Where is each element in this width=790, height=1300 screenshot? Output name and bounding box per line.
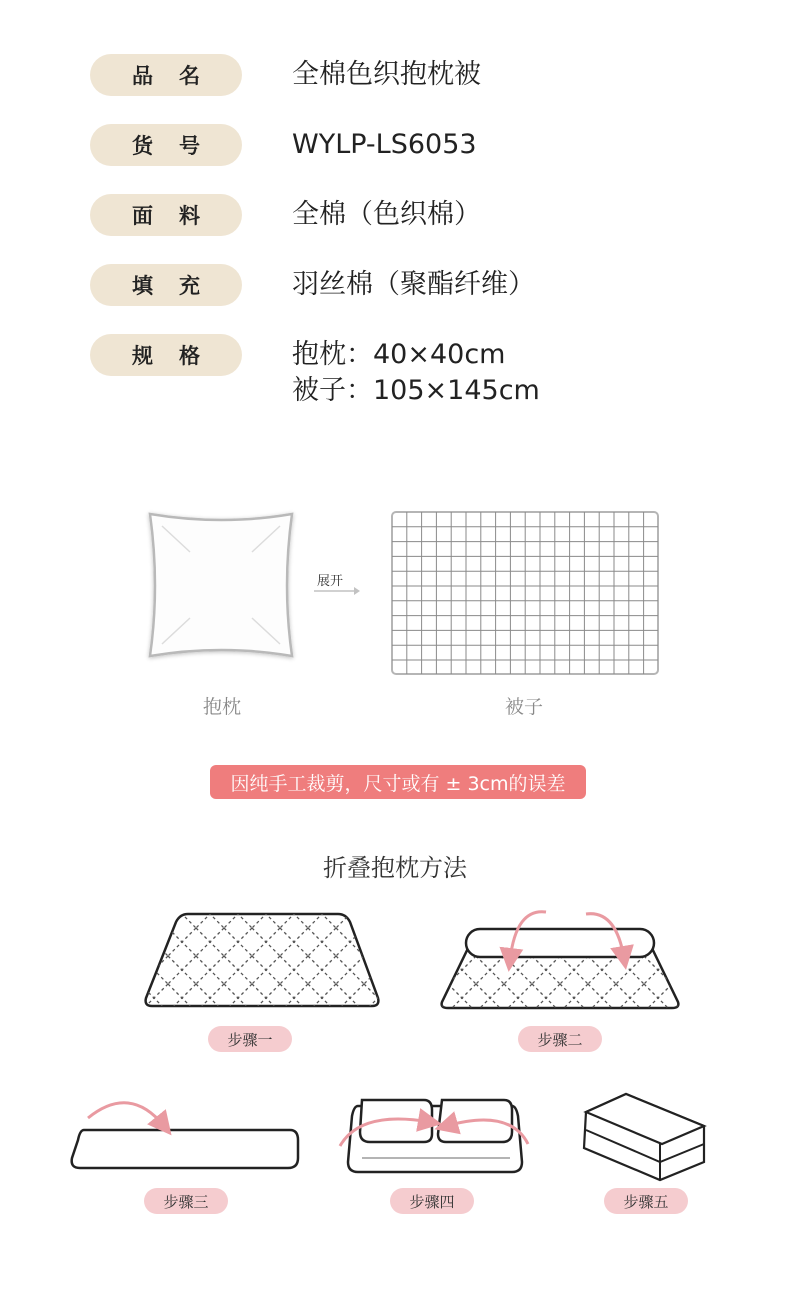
spec-value-line: 羽丝棉（聚酯纤维） [292, 269, 535, 300]
spec-row-filling [90, 264, 535, 306]
step-1-icon [146, 914, 379, 1006]
spec-row-size [90, 334, 540, 409]
spec-value-line: 全棉（色织棉） [292, 199, 481, 230]
step-badge-4: 步骤四 [390, 1188, 474, 1214]
spec-label-sku: 货号 [90, 124, 242, 166]
spec-label-filling: 填充 [90, 264, 242, 306]
spec-row-sku [90, 124, 477, 166]
spec-label-fabric: 面料 [90, 194, 242, 236]
size-tolerance-notice: 因纯手工裁剪，尺寸或有 ± 3cm的误差 [210, 765, 586, 799]
step-badge-5: 步骤五 [604, 1188, 688, 1214]
spec-row-name [90, 54, 481, 96]
quilt-icon [392, 512, 658, 674]
spec-row-fabric [90, 194, 481, 236]
spec-value-name [292, 54, 481, 93]
spec-value-line: WYLP-LS6053 [292, 129, 477, 160]
step-5-icon [584, 1094, 704, 1180]
spec-label-name: 品名 [90, 54, 242, 96]
pillow-icon [150, 514, 292, 656]
spec-value-size [292, 334, 540, 409]
expand-label: 展开 [317, 574, 344, 589]
spec-label-size: 规格 [90, 334, 242, 376]
spec-value-pillow-size: 抱枕：40×40cm [292, 339, 506, 370]
step-3-icon [72, 1103, 298, 1168]
step-badge-1: 步骤一 [208, 1026, 292, 1052]
step-badge-3: 步骤三 [144, 1188, 228, 1214]
pillow-quilt-illustration [0, 490, 790, 690]
spec-value-sku [292, 124, 477, 163]
step-4-icon [340, 1100, 528, 1172]
spec-value-quilt-size: 被子：105×145cm [292, 375, 540, 406]
spec-value-filling [292, 264, 535, 303]
quilt-caption: 被子 [505, 696, 544, 718]
fold-method-title: 折叠抱枕方法 [323, 854, 467, 882]
spec-value-line: 全棉色织抱枕被 [292, 59, 481, 90]
spec-value-fabric [292, 194, 481, 233]
step-badge-2: 步骤二 [518, 1026, 602, 1052]
pillow-caption: 抱枕 [203, 696, 242, 718]
step-2-icon [442, 912, 679, 1008]
